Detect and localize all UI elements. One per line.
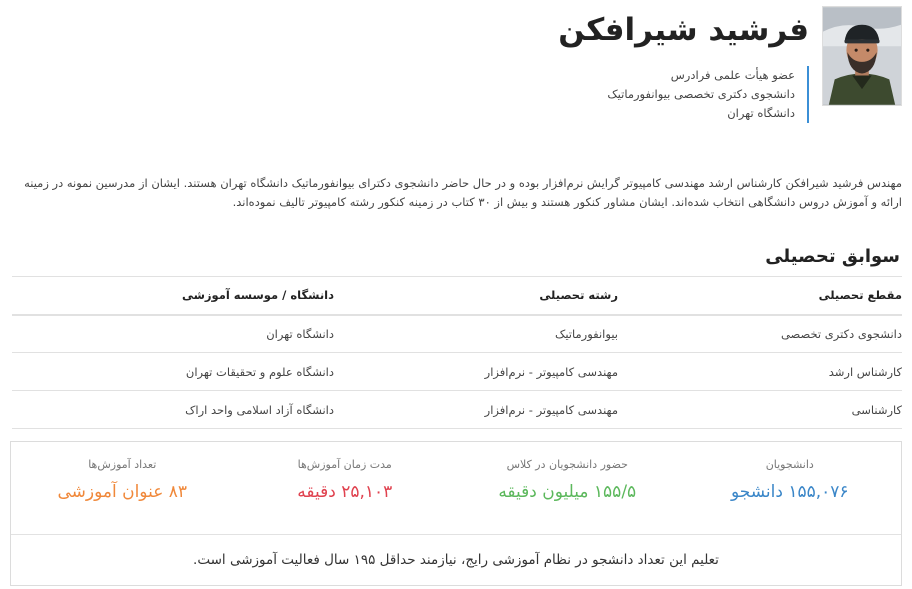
person-portrait-icon	[823, 7, 901, 105]
title-line: عضو هیأت علمی فرادرس	[670, 68, 795, 82]
table-row	[12, 353, 902, 391]
stat-courses	[11, 442, 234, 534]
education-table	[12, 276, 902, 429]
stat-value: ۱۵۵,۰۷۶ دانشجو	[730, 482, 849, 502]
header-level: مقطع تحصیلی	[618, 277, 902, 315]
cell-field: مهندسی کامپیوتر - نرم‌افزار	[334, 391, 618, 429]
cell-university: دانشگاه علوم و تحقیقات تهران	[12, 353, 334, 391]
stats-note: تعلیم این تعداد دانشجو در نظام آموزشی رایج، نیازمند حداقل ۱۹۵ سال فعالیت آموزشی است.	[193, 552, 719, 568]
table-header-row	[12, 277, 902, 315]
table-row	[12, 315, 902, 353]
cell-level: دانشجوی دکتری تخصصی	[618, 315, 902, 353]
stat-label: دانشجویان	[765, 458, 814, 471]
header-university: دانشگاه / موسسه آموزشی	[12, 277, 334, 315]
stat-duration	[234, 442, 457, 534]
stat-students	[679, 442, 902, 534]
cell-field: بیوانفورماتیک	[334, 315, 618, 353]
cell-level: کارشناسی	[618, 391, 902, 429]
stat-label: تعداد آموزش‌ها	[88, 458, 157, 471]
stat-attendance	[456, 442, 679, 534]
cell-university: دانشگاه تهران	[12, 315, 334, 353]
table-row	[12, 391, 902, 429]
title-line: دانشجوی دکتری تخصصی بیوانفورماتیک	[607, 87, 795, 101]
stat-value: ۱۵۵/۵ میلیون دقیقه	[498, 482, 637, 502]
stat-value: ۲۵,۱۰۳ دقیقه	[297, 482, 393, 502]
stat-label: مدت زمان آموزش‌ها	[297, 458, 392, 471]
title-line: دانشگاه تهران	[727, 106, 795, 120]
cell-university: دانشگاه آزاد اسلامی واحد اراک	[12, 391, 334, 429]
stats-row	[11, 442, 901, 534]
stat-value: ۸۳ عنوان آموزشی	[57, 482, 188, 502]
stats-card	[10, 441, 902, 586]
profile-photo	[822, 6, 902, 106]
stat-label: حضور دانشجویان در کلاس	[506, 458, 628, 471]
cell-field: مهندسی کامپیوتر - نرم‌افزار	[334, 353, 618, 391]
header-field: رشته تحصیلی	[334, 277, 618, 315]
cell-level: کارشناس ارشد	[618, 353, 902, 391]
person-name: فرشید شیرافکن	[558, 12, 809, 48]
education-section-title: سوابق تحصیلی	[765, 246, 900, 267]
profile-titles	[607, 66, 809, 123]
profile-bio: مهندس فرشید شیرافکن کارشناس ارشد مهندسی کامپیوتر گرایش نرم‌افزار بوده و در حال حاضر دانشجوی دکترای بیوانفورماتیک دانشگاه تهران هستند. ایشان از مدرسین نمونه در زمینه ارائه و آموزش دروس دانشگاهی انتخاب شده‌اند. ایشان مشاور کنکور هستند و بیش از ۳۰ کتاب در زمینه کنکور رشته کامپیوتر تالیف نموده‌اند.	[24, 176, 902, 209]
